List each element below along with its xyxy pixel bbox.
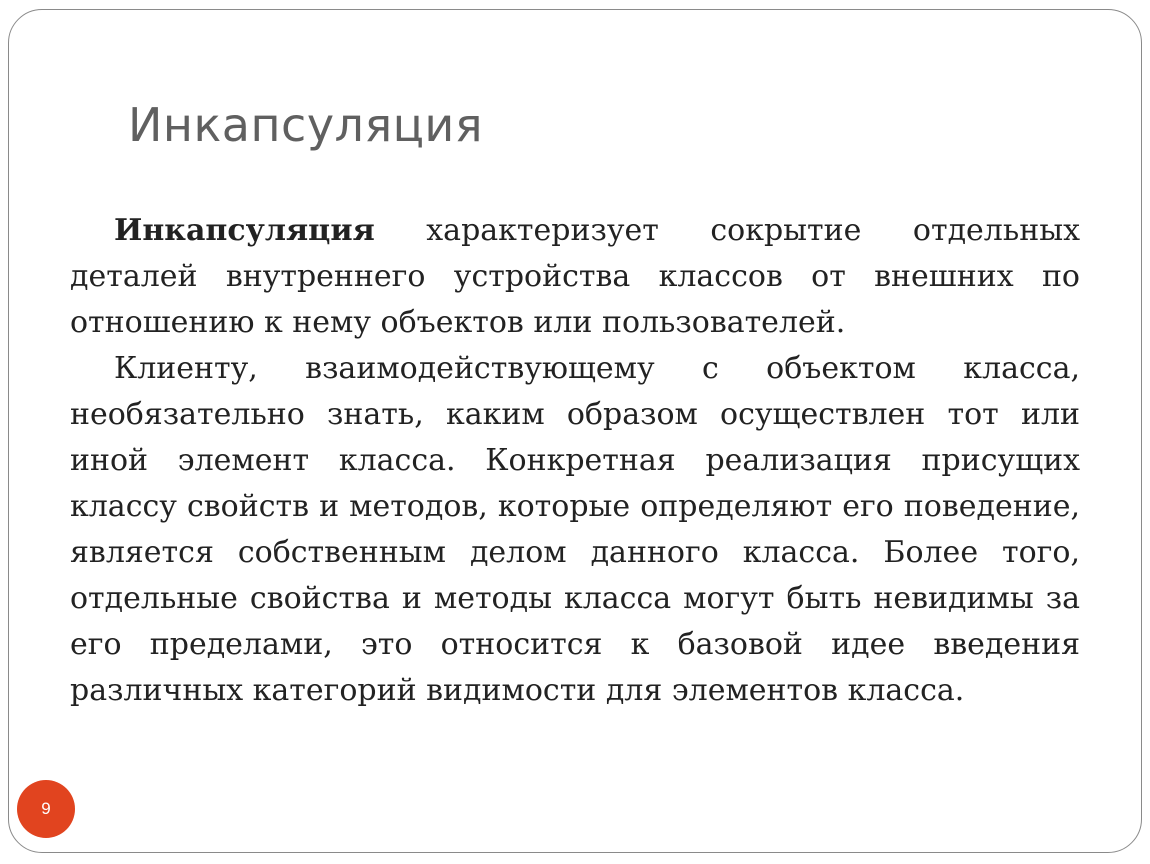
paragraph-1-text: характеризует сокрытие отдельных деталей внутреннего устройства классов от внешних по отношению к нему объектов или пользователей. bbox=[70, 213, 1080, 340]
page-number: 9 bbox=[41, 799, 51, 818]
slide-title: Инкапсуляция bbox=[128, 98, 483, 152]
page-number-badge bbox=[17, 780, 75, 838]
paragraph-1-bold-term: Инкапсуляция bbox=[114, 213, 375, 248]
paragraph-1 bbox=[70, 208, 1080, 346]
paragraph-2-text: Клиенту, взаимодействующему с объектом класса, необязательно знать, каким образом осуществлен тот или иной элемент класса. Конкретная реализация присущих классу свойств и методов, которые определяют его поведение, является собственным делом данного класса. Более того, отдельные свойства и методы класса могут быть невидимы за его пределами, это относится к базовой идее введения различных категорий видимости для элементов класса. bbox=[70, 351, 1080, 708]
slide-body bbox=[70, 208, 1080, 714]
paragraph-2 bbox=[70, 346, 1080, 714]
